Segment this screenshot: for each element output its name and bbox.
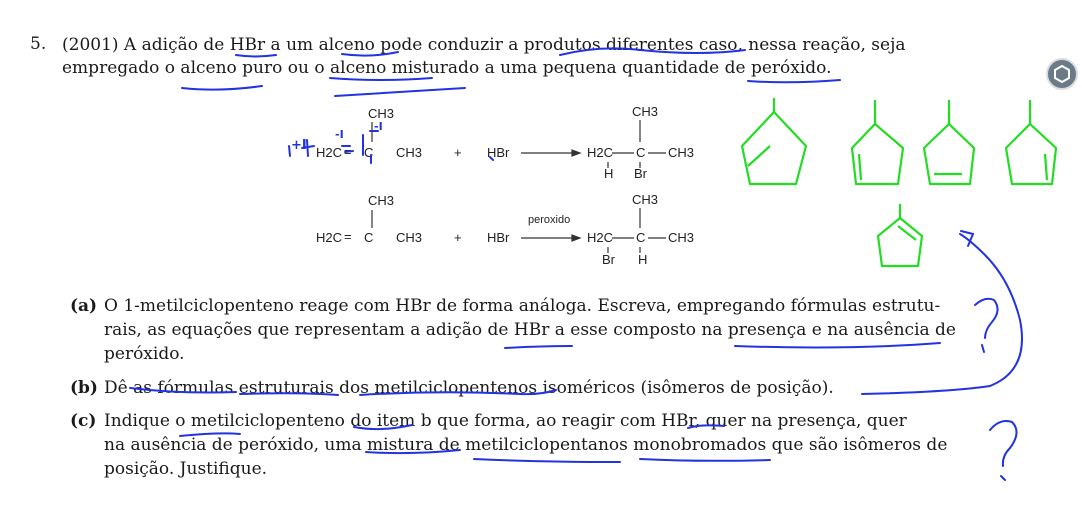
- r2-arrow-label: peroxido: [528, 214, 571, 226]
- r2-carbon: C: [364, 230, 374, 245]
- hexagon-icon: [1053, 65, 1071, 83]
- r2-prod-h: H: [638, 252, 648, 267]
- r2-plus: +: [454, 230, 462, 245]
- r2-ch3-right: CH3: [396, 230, 423, 245]
- r1-h2c: H2C: [316, 145, 343, 160]
- r1-prod-c: C: [636, 145, 646, 160]
- question-line-1: (2001) A adição de HBr a um alceno pode conduzir a produtos diferentes caso, nessa reação, seja: [62, 35, 906, 55]
- item-b-label: (b): [70, 378, 98, 398]
- question-line-2: empregado o alceno puro ou o alceno misturado a uma pequena quantidade de peróxido.: [62, 58, 832, 78]
- item-b-line-1: Dê as fórmulas estruturais dos metilciclopentenos isoméricos (isômeros de posição).: [104, 378, 834, 398]
- item-c-line-2: na ausência de peróxido, uma mistura de metilciclopentanos monobromados que são isômeros de: [104, 435, 948, 455]
- r2-h2c: H2C: [316, 230, 343, 245]
- r2-double-bond: =: [344, 229, 352, 244]
- r1-carbon: C: [364, 145, 374, 160]
- r2-hbr: HBr: [487, 230, 510, 245]
- r2-prod-ch3: CH3: [668, 230, 695, 245]
- r1-prod-ch3: CH3: [668, 145, 695, 160]
- item-a-line-3: peróxido.: [104, 344, 185, 364]
- charge-right: -I: [374, 120, 383, 133]
- r1-double-bond: =: [344, 144, 352, 159]
- charge-left: -I: [335, 128, 344, 141]
- r1-plus: +: [454, 145, 462, 160]
- r2-prod-h2c: H2C: [587, 230, 614, 245]
- r1-prod-h2c: H2C: [587, 145, 614, 160]
- item-a-line-1: O 1-metilciclopenteno reage com HBr de forma análoga. Escreva, empregando fórmulas estrutu-: [104, 296, 941, 316]
- item-c-label: (c): [70, 411, 97, 431]
- r2-prod-ch3-top: CH3: [632, 192, 659, 207]
- r2-prod-br: Br: [602, 252, 615, 267]
- r1-hbr: HBr: [487, 145, 510, 160]
- r2-prod-c: C: [636, 230, 646, 245]
- r1-ch3-top: CH3: [368, 106, 395, 121]
- item-a-line-2: rais, as equações que representam a adição de HBr a esse composto na presença e na ausência de: [104, 320, 956, 340]
- r1-prod-ch3-top: CH3: [632, 104, 659, 119]
- r2-ch3-top: CH3: [368, 193, 395, 208]
- green-cyclopentene-sketches: [742, 98, 1056, 266]
- question-number: 5.: [30, 34, 47, 54]
- item-c-line-1: Indique o metilciclopenteno do item b que forma, ao reagir com HBr, quer na presença, quer: [104, 411, 907, 431]
- r1-ch3-right: CH3: [396, 145, 423, 160]
- r1-prod-h: H: [604, 166, 614, 181]
- floating-action-button[interactable]: [1046, 58, 1078, 90]
- margin-mark: +I: [291, 138, 307, 153]
- item-a-label: (a): [70, 296, 98, 316]
- item-c-line-3: posição. Justifique.: [104, 459, 268, 479]
- r1-prod-br: Br: [634, 166, 647, 181]
